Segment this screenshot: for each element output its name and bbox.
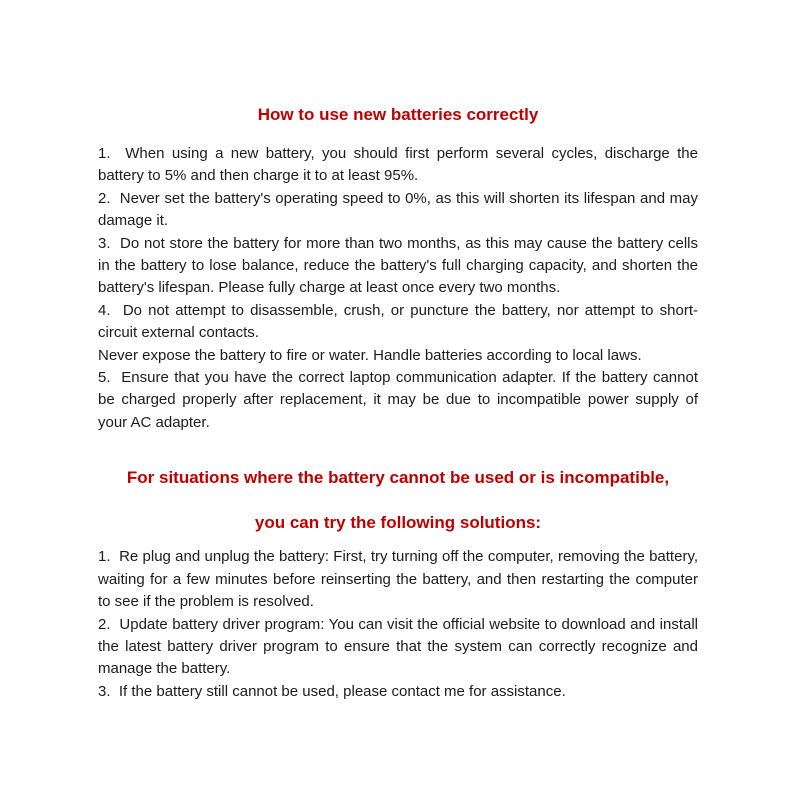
instruction-paragraph-6: 5. Ensure that you have the correct laptop communication adapter. If the battery cannot be charged properly after replacement, it may be due to incompatible power supply of your AC adapter. xyxy=(98,369,698,431)
section2-title-line2: you can try the following solutions: xyxy=(254,513,542,533)
solution-paragraph-3: 3. If the battery still cannot be used, please contact me for assistance. xyxy=(98,682,566,700)
instruction-paragraph-2: 2. Never set the battery's operating speed to 0%, as this will shorten its lifespan and may damage it. xyxy=(98,189,698,230)
section1-title: How to use new batteries correctly xyxy=(257,105,539,124)
content-area xyxy=(98,104,698,703)
instruction-paragraph-1: 1. When using a new battery, you should first perform several cycles, discharge the battery to 5% and then charge it to at least 95%. xyxy=(98,145,698,185)
instruction-paragraph-4: 4. Do not attempt to disassemble, crush, or puncture the battery, nor attempt to short-circuit external contacts. xyxy=(98,301,698,342)
solution-paragraph-1: 1. Re plug and unplug the battery: First, try turning off the computer, removing the battery, waiting for a few minutes before reinserting the battery, and then restarting the computer to see if the problem is resolved. xyxy=(98,548,698,611)
solution-paragraph-2: 2. Update battery driver program: You can visit the official website to download and install the latest battery driver program to ensure that the system can correctly recognize and manage the battery. xyxy=(98,615,698,678)
instruction-paragraph-3: 3. Do not store the battery for more than two months, as this may cause the battery cells in the battery to lose balance, reduce the battery's full charging capacity, and shorten the battery's lifespan. Please fully charge at least once every two months. xyxy=(98,234,698,297)
section2-title-line1: For situations where the battery cannot be used or is incompatible, xyxy=(126,468,670,488)
instruction-paragraph-5: Never expose the battery to fire or water. Handle batteries according to local laws. xyxy=(98,346,642,364)
